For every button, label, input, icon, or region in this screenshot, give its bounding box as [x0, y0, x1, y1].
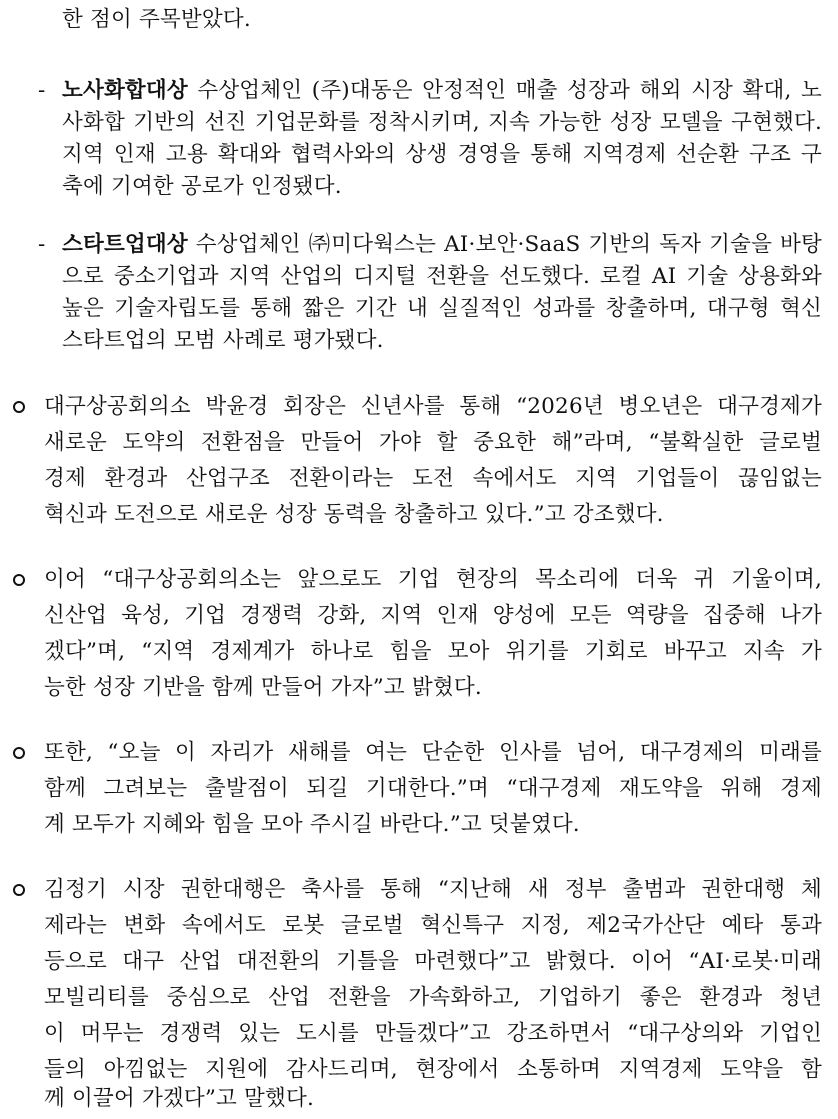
circle-bullet-icon	[13, 747, 25, 759]
award-line: 높은 기술자립도를 통해 짧은 기간 내 실질적인 성과를 창출하며, 대구형 혁신	[62, 296, 822, 321]
award-line: 으로 중소기업과 지역 산업의 디지털 전환을 선도했다. 로컬 AI 기술 상용화와	[62, 264, 822, 289]
paragraph-line: 등으로 대구 산업 대전환의 기틀을 마련했다”고 밝혔다. 이어 “AI·로봇·미래	[44, 949, 822, 974]
paragraph-line: 경제 환경과 산업구조 전환이라는 도전 속에서도 지역 기업들이 끊임없는	[44, 466, 822, 491]
paragraph-line: 겠다”며, “지역 경제계가 하나로 힘을 모아 위기를 기회로 바꾸고 지속 가	[44, 639, 822, 664]
paragraph-line: 또한, “오늘 이 자리가 새해를 여는 단순한 인사를 넘어, 대구경제의 미래를	[44, 740, 822, 765]
paragraph-line: 혁신과 도전으로 새로운 성장 동력을 창출하고 있다.”고 강조했다.	[44, 502, 664, 527]
award-title: 스타트업대상	[62, 232, 188, 257]
intro-line: 한 점이 주목받았다.	[62, 7, 251, 32]
award-line: 스타트업대상 수상업체인 ㈜미다웍스는 AI·보안·SaaS 기반의 독자 기술을 바탕	[62, 232, 822, 257]
paragraph-line: 이어 “대구상공회의소는 앞으로도 기업 현장의 목소리에 더욱 귀 기울이며,	[44, 567, 822, 592]
paragraph-line: 제라는 변화 속에서도 로봇 글로벌 혁신특구 지정, 제2국가산단 예타 통과	[44, 913, 822, 938]
paragraph-line: 이 머무는 경쟁력 있는 도시를 만들겠다”고 강조하면서 “대구상의와 기업인	[44, 1021, 822, 1046]
circle-bullet-icon	[13, 884, 25, 896]
award-line: 스타트업의 모범 사례로 평가됐다.	[62, 328, 384, 353]
award-line: 지역 인재 고용 확대와 협력사와의 상생 경영을 통해 지역경제 선순환 구조 구	[62, 142, 822, 167]
paragraph-line: 함께 그려보는 출발점이 되길 기대한다.”며 “대구경제 재도약을 위해 경제	[44, 776, 822, 801]
dash-marker: -	[38, 78, 46, 103]
dash-marker: -	[38, 232, 46, 257]
award-line: 노사화합대상 수상업체인 (주)대동은 안정적인 매출 성장과 해외 시장 확대, 노	[62, 78, 822, 103]
paragraph-line: 계 모두가 지혜와 힘을 모아 주시길 바란다.”고 덧붙였다.	[44, 812, 580, 837]
paragraph-line: 모빌리티를 중심으로 산업 전환을 가속화하고, 기업하기 좋은 환경과 청년	[44, 985, 822, 1010]
paragraph-line: 새로운 도약의 전환점을 만들어 가야 할 중요한 해”라며, “불확실한 글로벌	[44, 430, 822, 455]
paragraph-line: 김정기 시장 권한대행은 축사를 통해 “지난해 새 정부 출범과 권한대행 체	[44, 877, 822, 902]
award-line: 사화합 기반의 선진 기업문화를 정착시키며, 지속 가능한 성장 모델을 구현했다.	[62, 110, 822, 135]
circle-bullet-icon	[13, 401, 25, 413]
award-title: 노사화합대상	[62, 78, 188, 103]
paragraph-line: 대구상공회의소 박윤경 회장은 신년사를 통해 “2026년 병오년은 대구경제가	[44, 394, 822, 419]
paragraph-line: 능한 성장 기반을 함께 만들어 가자”고 밝혔다.	[44, 675, 482, 700]
paragraph-line: 께 이끌어 가겠다”고 말했다.	[44, 1086, 314, 1111]
paragraph-line: 들의 아낌없는 지원에 감사드리며, 현장에서 소통하며 지역경제 도약을 함	[44, 1057, 822, 1082]
award-line: 축에 기여한 공로가 인정됐다.	[62, 174, 342, 199]
paragraph-line: 신산업 육성, 기업 경쟁력 강화, 지역 인재 양성에 모든 역량을 집중해 나가	[44, 603, 822, 628]
circle-bullet-icon	[13, 574, 25, 586]
